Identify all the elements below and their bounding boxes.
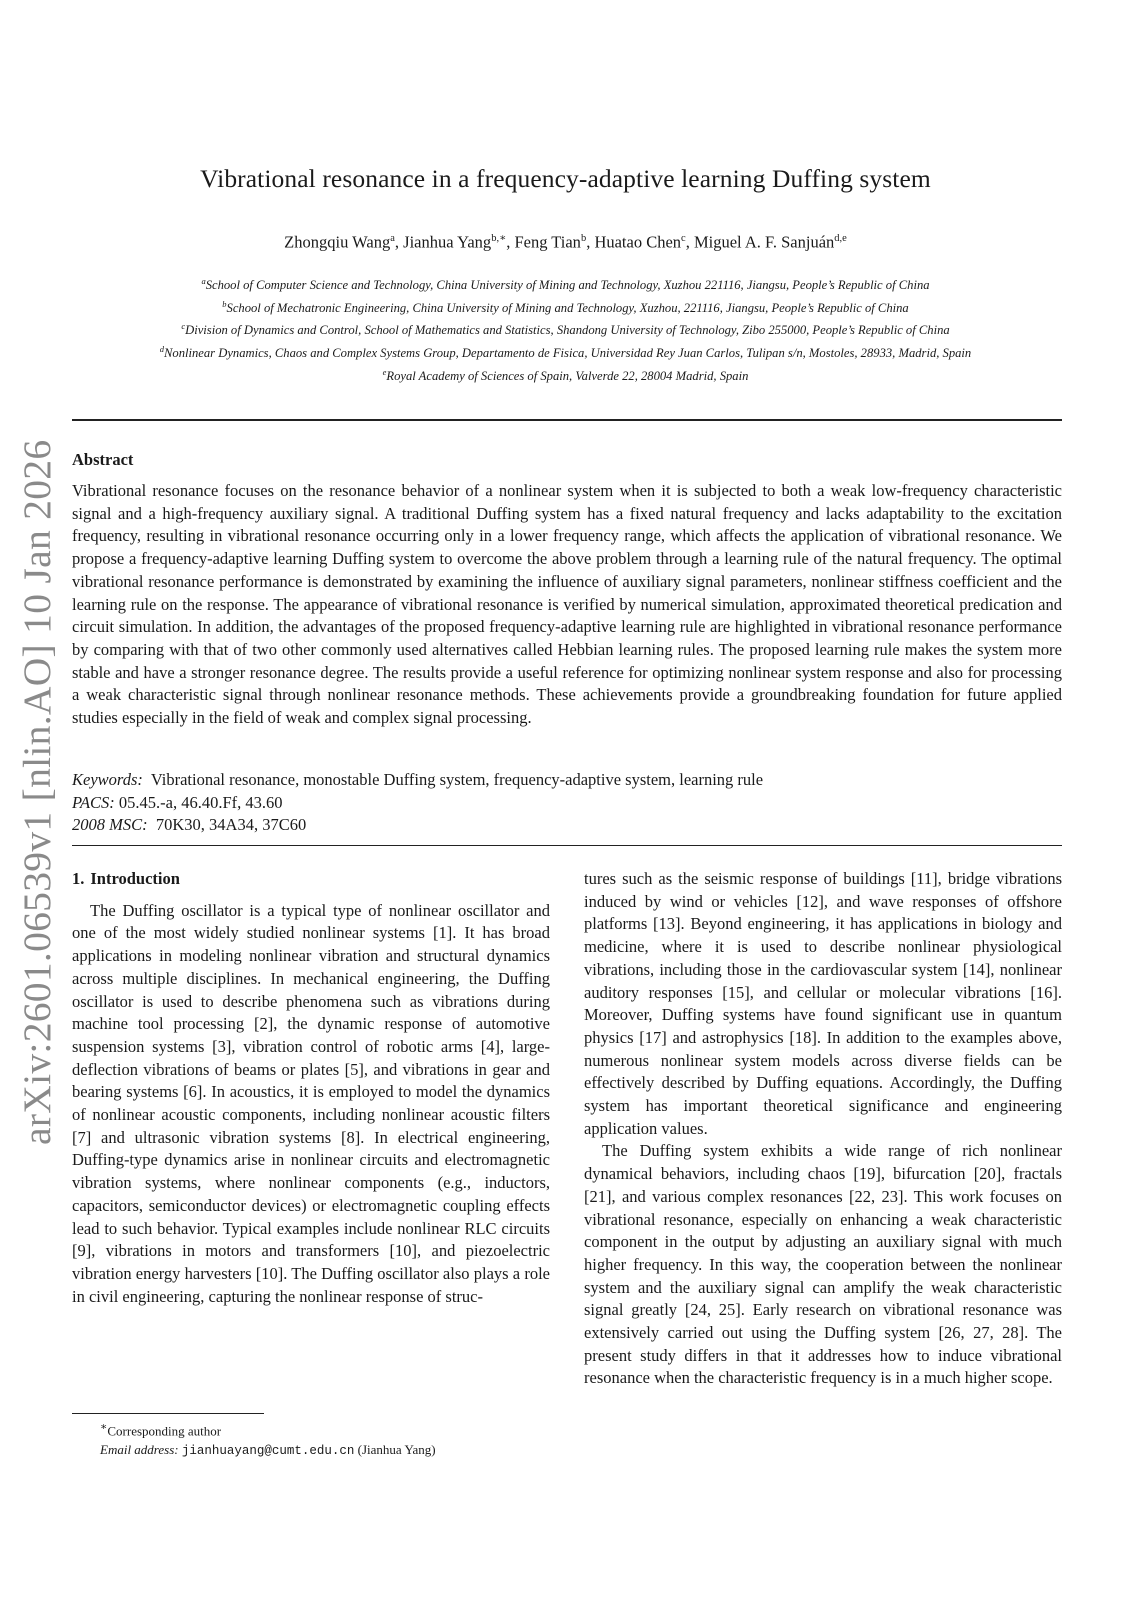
- email-note: Email address: jianhuayang@cumt.edu.cn (Jianhua Yang): [100, 1442, 436, 1459]
- arxiv-stamp: arXiv:2601.06539v1 [nlin.AO] 10 Jan 2026: [15, 439, 59, 1145]
- section-heading: 1. Introduction: [72, 869, 180, 888]
- author: Zhongqiu Wang: [284, 232, 391, 252]
- author-affil-mark: b,∗: [491, 233, 507, 244]
- intro-paragraph: The Duffing oscillator is a typical type of nonlinear oscillator and one of the most widely studied nonlinear systems [1]. It has broad applications in modeling nonlinear vibration and structural dynamics across multiple disciplines. In mechanical engineering, the Duffing oscillator is used to describe phenomena such as vibrations during machine tool processing [2], the dynamic response of automotive suspension systems [3], vibration control of robotic arms [4], large-deflection vibrations of beams or plates [5], and vibrations in gear and bearing systems [6]. In acoustics, it is employed to model the dynamics of nonlinear acoustic components, including nonlinear acoustic filters [7] and ultrasonic vibration systems [8]. In electrical engineering, Duffing-type dynamics arise in nonlinear circuits and electromagnetic vibration systems, where nonlinear components (e.g., inductors, capacitors, semiconductor devices) or electromagnetic coupling effects lead to such behavior. Typical examples include nonlinear RLC circuits [9], vibrations in motors and transformers [10], and piezoelectric vibration energy harvesters [10]. The Duffing oscillator also plays a role in civil engineering, capturing the nonlinear response of struc-: [72, 900, 550, 1306]
- affiliation: $^d$Nonlinear Dynamics, Chaos and Complex Systems Group, Departamento de Fisica, Universidad Rey Juan Carlos, Tulipan s/n, Mostoles, 28933, Madrid, Spain: [159, 344, 972, 361]
- email-link[interactable]: jianhuayang@cumt.edu.cn: [181, 1444, 355, 1459]
- author: Feng Tian: [514, 232, 581, 252]
- affiliation: $^b$School of Mechatronic Engineering, China University of Mining and Technology, Xuzhou, 221116, Jiangsu, People’s Republic of China: [222, 298, 909, 315]
- keywords-line: Keywords: Vibrational resonance, monostable Duffing system, frequency-adaptive system, learning rule: [72, 770, 764, 789]
- affiliation: $^a$School of Computer Science and Technology, China University of Mining and Technology, Xuzhou 221116, Jiangsu, People’s Republic of China: [201, 276, 930, 293]
- author-affil-mark: d,e: [834, 233, 847, 244]
- author-affil-mark: c: [681, 233, 686, 244]
- footnote: [72, 1418, 436, 1461]
- affiliation: $^c$Division of Dynamics and Control, School of Mathematics and Statistics, Shandong University of Technology, Zibo 255000, People’s Republic of China: [181, 321, 950, 338]
- author-list: Zhongqiu Wang$^a$, Jianhua Yang$^{b,∗}$, Feng Tian$^b$, Huatao Chen$^c$, Miguel A. F. Sanjuán$^{d,e}$: [284, 232, 847, 252]
- author-affil-mark: b: [580, 233, 587, 244]
- corresponding-author-note: ∗Corresponding author: [100, 1421, 222, 1439]
- intro-paragraph: The Duffing system exhibits a wide range of rich nonlinear dynamical behaviors, including chaos [19], bifurcation [20], fractals [21], and various complex resonances [22, 23]. This work focuses on vibrational resonance, especially on enhancing a weak characteristic component in the output by adjusting an auxiliary signal with much higher frequency. In this way, the cooperation between the nonlinear system and the auxiliary signal can amplify the weak characteristic signal greatly [24, 25]. Early research on vibrational resonance was extensively carried out using the Duffing system [26, 27, 28]. The present study differs in that it addresses how to induce vibrational resonance when the characteristic frequency is in a much higher scope.: [584, 1141, 1062, 1388]
- footnote-rule: [72, 1413, 264, 1414]
- author-affil-mark: a: [390, 233, 395, 244]
- abstract-top-rule: [72, 419, 1062, 421]
- abstract-text: Vibrational resonance focuses on the resonance behavior of a nonlinear system when it is subjected to both a weak low-frequency characteristic signal and a high-frequency auxiliary signal. A traditional Duffing system has a fixed natural frequency and lacks adaptability to the excitation frequency, resulting in vibrational resonance occurring only in a lower frequency range, which affects the application of vibrational resonance. We propose a frequency-adaptive learning Duffing system to overcome the above problem through a learning rule of the natural frequency. The optimal vibrational resonance performance is demonstrated by examining the influence of auxiliary signal parameters, nonlinear stiffness coefficient and the learning rule on the response. The appearance of vibrational resonance is verified by numerical simulation, approximated theoretical predication and circuit simulation. In addition, the advantages of the proposed frequency-adaptive learning rule are highlighted in vibrational resonance performance by comparing with that of two other commonly used alternatives called Hebbian learning rules. The proposed learning rule makes the system more stable and have a stronger resonance degree. The results provide a useful reference for optimizing nonlinear system response and also for processing a weak characteristic signal through nonlinear resonance methods. These achievements provide a groundbreaking foundation for future applied studies especially in the field of weak and complex signal processing.: [72, 481, 1062, 728]
- left-column: [72, 868, 550, 1308]
- intro-paragraph-continued: tures such as the seismic response of buildings [11], bridge vibrations induced by wind or vehicles [12], and wave responses of offshore platforms [13]. Beyond engineering, it has applications in biology and medicine, where it is used to describe nonlinear physiological vibrations, including those in the cardiovascular system [14], nonlinear auditory responses [15], and cellular or molecular vibrations [16]. Moreover, Duffing systems have found significant use in quantum physics [17] and astrophysics [18]. In addition to the examples above, numerous nonlinear system models across diverse fields can be effectively described by Duffing equations. Accordingly, the Duffing system has important theoretical significance and engineering application values.: [584, 869, 1062, 1138]
- affiliation-list: [0, 272, 1131, 385]
- affiliation: $^e$Royal Academy of Sciences of Spain, Valverde 22, 28004 Madrid, Spain: [382, 366, 749, 383]
- paper-metadata: [72, 769, 763, 837]
- author: Miguel A. F. Sanjuán: [693, 232, 835, 252]
- right-column: [584, 868, 1062, 1390]
- author: Jianhua Yang: [403, 232, 492, 252]
- msc-line: 2008 MSC: 70K30, 34A34, 37C60: [72, 815, 307, 834]
- author: Huatao Chen: [594, 232, 682, 252]
- paper-title: Vibrational resonance in a frequency-adaptive learning Duffing system: [200, 164, 931, 193]
- abstract-heading: Abstract: [72, 450, 134, 469]
- pacs-line: PACS: 05.45.-a, 46.40.Ff, 43.60: [72, 792, 283, 812]
- abstract-bottom-rule: [72, 845, 1062, 846]
